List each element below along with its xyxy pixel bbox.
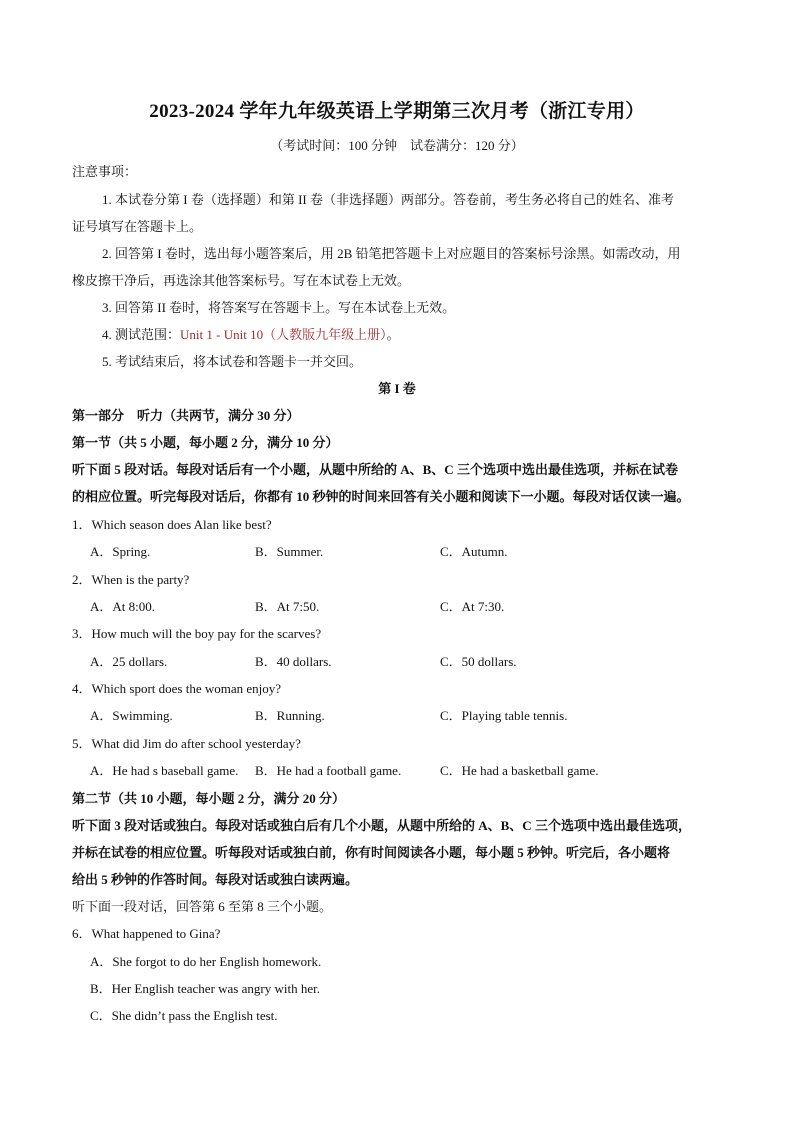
option-c: C．Autumn. [440,544,508,559]
note-4 [102,326,400,344]
note-4-prefix: 4. 测试范围： [102,327,181,342]
question-stem: 2．When is the party? [72,572,190,587]
option-a: A．Spring. [90,544,151,559]
question-stem: 3．How much will the boy pay for the scarves? [72,626,322,641]
dialogue-intro: 听下面一段对话，回答第 6 至第 8 三个小题。 [72,899,333,914]
option-c: C．Playing table tennis. [440,708,568,723]
note-1-line-1: 1. 本试卷分第 I 卷（选择题）和第 II 卷（非选择题）两部分。答卷前，考生务必将自己的姓名、准考 [102,192,674,207]
note-2-line-2: 橡皮擦干净后，再选涂其他答案标号。写在本试卷上无效。 [72,273,411,288]
option-a: A．She forgot to do her English homework. [90,954,322,969]
test-range: Unit 1 - Unit 10（人教版九年级上册） [180,327,387,342]
option-c: C．He had a basketball game. [440,763,599,778]
section-1-instructions-line-1: 听下面 5 段对话。每段对话后有一个小题，从题中所给的 A、B、C 三个选项中选出最佳选项，并标在试卷 [72,462,678,477]
section-2-instructions-line-2: 并标在试卷的相应位置。听每段对话或独白前，你有时间阅读各小题，每小题 5 秒钟。听完后，各小题将 [72,845,671,860]
option-b: B．Summer. [255,544,324,559]
option-a: A．25 dollars. [90,654,168,669]
note-5: 5. 考试结束后，将本试卷和答题卡一并交回。 [102,354,363,369]
exam-info: （考试时间：100 分钟 试卷满分：120 分） [270,138,524,153]
section-1-heading: 第一节（共 5 小题，每小题 2 分，满分 10 分） [72,435,339,450]
option-a: A．At 8:00. [90,599,156,614]
question-stem: 1．Which season does Alan like best? [72,517,272,532]
page-title: 2023-2024 学年九年级英语上学期第三次月考（浙江专用） [149,101,645,122]
option-b: B．Running. [255,708,325,723]
option-a: A．He had s baseball game. [90,763,239,778]
section-2-instructions-line-1: 听下面 3 段对话或独白。每段对话或独白后有几个小题，从题中所给的 A、B、C 三个选项中选出最佳选项， [72,818,691,833]
part-1-heading: 第一部分 听力（共两节，满分 30 分） [72,408,300,423]
option-b: B．At 7:50. [255,599,320,614]
question-stem: 4．Which sport does the woman enjoy? [72,681,282,696]
note-3: 3. 回答第 II 卷时，将答案写在答题卡上。写在本试卷上无效。 [102,300,456,315]
notes-heading: 注意事项： [72,164,138,179]
option-c: C．At 7:30. [440,599,505,614]
option-c: C．50 dollars. [440,654,517,669]
section-1-instructions-line-2: 的相应位置。听完每段对话后，你都有 10 秒钟的时间来回答有关小题和阅读下一小题。每段对话仅读一遍。 [72,489,690,504]
option-a: A．Swimming. [90,708,173,723]
option-b: B．40 dollars. [255,654,332,669]
question-stem: 6．What happened to Gina? [72,926,221,941]
option-b: B．He had a football game. [255,763,402,778]
option-c: C．She didn’t pass the English test. [90,1008,278,1023]
section-2-heading: 第二节（共 10 小题，每小题 2 分，满分 20 分） [72,791,346,806]
note-2-line-1: 2. 回答第 I 卷时，选出每小题答案后，用 2B 铅笔把答题卡上对应题目的答案标号涂黑。如需改动，用 [102,246,681,261]
note-1-line-2: 证号填写在答题卡上。 [72,219,203,234]
volume-label: 第 I 卷 [378,381,416,396]
option-b: B．Her English teacher was angry with her. [90,981,320,996]
question-stem: 5．What did Jim do after school yesterday? [72,736,301,751]
note-4-suffix: 。 [386,327,400,342]
section-2-instructions-line-3: 给出 5 秒钟的作答时间。每段对话或独白读两遍。 [72,872,359,887]
